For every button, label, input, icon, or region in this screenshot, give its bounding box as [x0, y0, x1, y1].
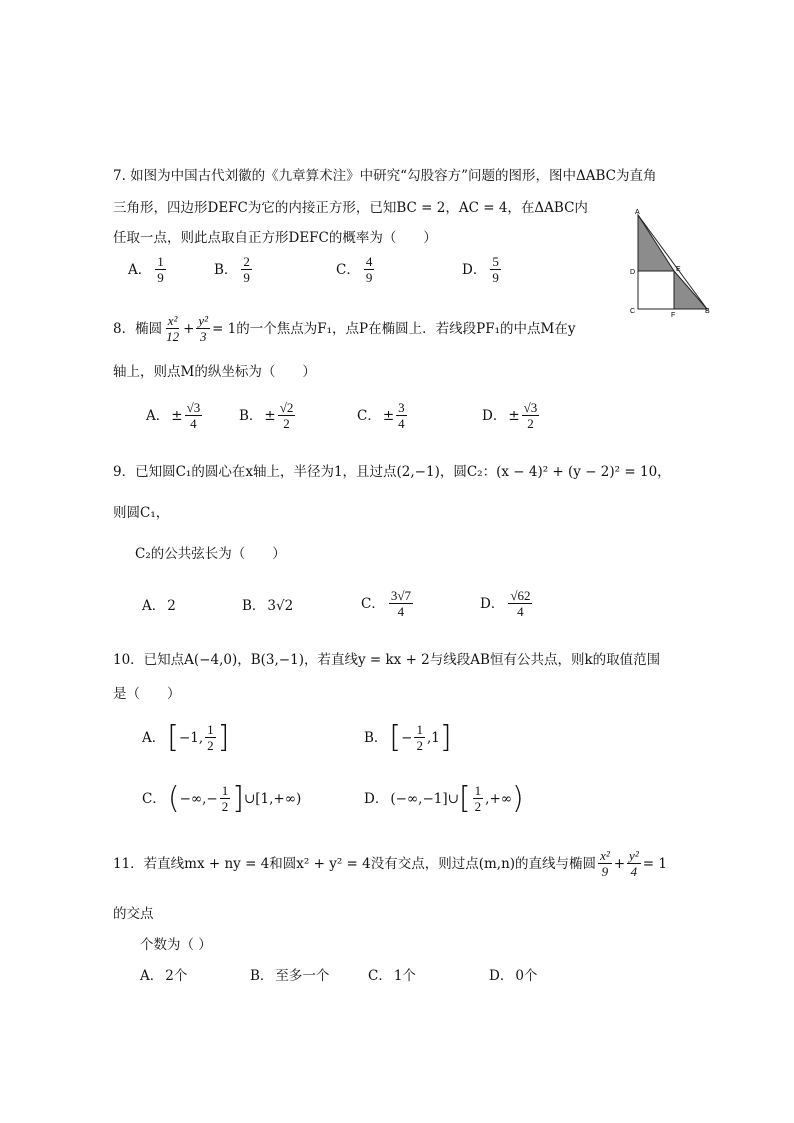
q8-option-d[interactable]: D． ± $\frac{√3}{2}$ — [482, 400, 538, 431]
q9-line3: C₂的公共弦长为（ ） — [135, 546, 286, 562]
q10-option-d[interactable]: D． (−∞,−1]∪ [ $\frac{1}{2}$ ,+∞ ) — [364, 780, 524, 816]
option-label: D． — [482, 407, 507, 424]
option-label: A． — [142, 729, 166, 746]
q11-option-d[interactable] — [489, 966, 537, 986]
option-label: B． — [364, 729, 388, 746]
option-value: 2 — [167, 598, 176, 614]
q8-line2: 轴上，则点M的纵坐标为（ ） — [113, 364, 316, 380]
q11-line2: 的交点 — [113, 906, 154, 922]
fraction: $\frac{1}{2}$ — [416, 722, 423, 753]
q10-line2: 是（ ） — [113, 686, 181, 702]
option-label: B． — [242, 598, 266, 614]
option-label: B． — [250, 968, 274, 984]
q9-line2: 则圆C₁， — [113, 505, 170, 521]
q9-line1: 9．已知圆C₁的圆心在x轴上，半径为1，且过点(2,−1)，圆C₂：(x − 4)² + (y − 2)² = 10， — [113, 464, 671, 480]
fraction: $\frac{3}{4}$ — [398, 400, 405, 431]
q10-option-b[interactable]: B． [ − $\frac{1}{2}$ ,1 ] — [364, 719, 452, 755]
q10-line1: 10．已知点A(−4,0)，B(3,−1)，若直线y = kx + 2与线段AB恒有公共点，则k的取值范围 — [113, 652, 661, 668]
q11-option-a[interactable] — [140, 966, 187, 986]
q8-line1: 8．椭圆 $\frac{\text{x²}}{12}$ + $\frac{\text{y²}}{3}$ = 1的一个焦点为F₁，点P在椭圆上．若线段PF₁的中点M在y — [113, 313, 576, 344]
option-value: 0个 — [515, 968, 538, 984]
q7-line1: 7. 如图为中国古代刘徽的《九章算术注》中研究“勾股容方”问题的图形，图中ΔABC为直角 — [113, 168, 657, 184]
option-label: B． — [239, 407, 263, 424]
q7-line2: 三角形，四边形DEFC为它的内接正方形，已知BC = 2，AC = 4，在ΔABC内 — [113, 200, 588, 216]
inscribed-square — [638, 271, 674, 309]
fraction: $\frac{5}{9}$ — [492, 254, 499, 285]
label-c: C — [630, 308, 636, 315]
q10-option-c[interactable]: C． ( −∞,− $\frac{1}{2}$ ] ∪[1,+∞) — [142, 780, 302, 816]
option-label: D． — [462, 261, 487, 278]
fraction: $\frac{√2}{2}$ — [279, 400, 294, 431]
option-value: 1个 — [393, 968, 416, 984]
label-b: B — [705, 308, 710, 315]
fraction: $\frac{\text{x²}}{12}$ — [166, 313, 180, 344]
fraction: $\frac{1}{2}$ — [207, 722, 214, 753]
q7-option-b[interactable] — [214, 254, 254, 285]
fraction: $\frac{\text{y²}}{4}$ — [629, 848, 639, 879]
fraction: $\frac{2}{9}$ — [243, 254, 250, 285]
q11-option-b[interactable] — [250, 966, 329, 986]
q11-option-c[interactable] — [368, 966, 416, 986]
label-d: D — [630, 269, 636, 276]
option-label: D． — [489, 968, 514, 984]
upper-shaded-triangle — [638, 215, 674, 271]
q11-line1: 11．若直线mx + ny = 4和圆x² + y² = 4没有交点，则过点(m,n)的直线与椭圆 $\frac{\text{x²}}{9}$ + $\frac{\text{y²}}{4}$ = 1 — [113, 848, 667, 879]
fraction: $\frac{\text{y²}}{3}$ — [198, 313, 209, 344]
q7-line3: 任取一点，则此点取自正方形DEFC的概率为（ ） — [113, 230, 437, 246]
option-value: 3√2 — [267, 598, 294, 614]
q9-option-a[interactable] — [142, 596, 176, 616]
option-label: A． — [146, 407, 170, 424]
option-label: C． — [336, 261, 360, 278]
fraction: $\frac{\text{x²}}{9}$ — [600, 848, 610, 879]
option-label: D． — [480, 595, 505, 612]
label-f: F — [671, 312, 676, 319]
option-label: C． — [361, 595, 385, 612]
q7-option-d[interactable] — [462, 254, 503, 285]
fraction: $\frac{√3}{2}$ — [523, 400, 538, 431]
fraction: $\frac{4}{9}$ — [365, 254, 373, 285]
q7-option-c[interactable] — [336, 254, 376, 285]
q8-option-b[interactable]: B． ± $\frac{√2}{2}$ — [239, 400, 294, 431]
option-value: 2个 — [165, 968, 188, 984]
option-label: C． — [368, 968, 392, 984]
option-label: A． — [142, 598, 166, 614]
q8-option-a[interactable]: A． ± $\frac{√3}{4}$ — [146, 400, 201, 431]
q9-option-b[interactable] — [242, 596, 293, 616]
option-label: C． — [142, 790, 166, 807]
label-a: A — [635, 209, 640, 216]
q8-option-c[interactable]: C． ± $\frac{3}{4}$ — [357, 400, 405, 431]
fraction: $\frac{1}{9}$ — [157, 254, 164, 285]
option-value: 至多一个 — [275, 968, 330, 984]
option-label: D． — [364, 790, 389, 807]
q10-option-a[interactable]: A． [ −1, $\frac{1}{2}$ ] — [142, 719, 230, 755]
option-label: A． — [140, 968, 164, 984]
fraction: $\frac{3√7}{4}$ — [390, 588, 411, 619]
option-label: C． — [357, 407, 381, 424]
q9-option-d[interactable] — [480, 588, 534, 619]
fraction: $\frac{1}{2}$ — [474, 783, 482, 814]
lower-shaded-triangle — [674, 271, 707, 309]
option-label: B． — [214, 261, 238, 278]
label-e: E — [676, 266, 681, 273]
q11-line3: 个数为（ ） — [140, 937, 212, 953]
fraction: $\frac{1}{2}$ — [221, 783, 229, 814]
triangle-square-figure — [627, 205, 717, 320]
fraction: $\frac{√3}{4}$ — [186, 400, 201, 431]
fraction: $\frac{√62}{4}$ — [510, 588, 531, 619]
q9-option-c[interactable] — [361, 588, 415, 619]
q7-option-a[interactable] — [128, 254, 168, 285]
option-label: A． — [128, 261, 152, 278]
